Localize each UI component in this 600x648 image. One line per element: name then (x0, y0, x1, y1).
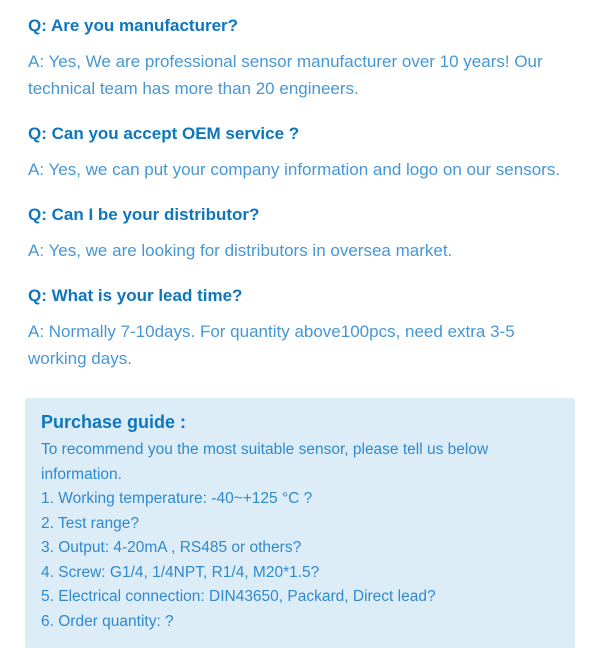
faq-item (28, 203, 572, 264)
faq-answer: A: Yes, we are looking for distributors in oversea market. (28, 241, 453, 260)
faq-question: Q: Can I be your distributor? (28, 205, 260, 224)
purchase-guide-item: 4. Screw: G1/4, 1/4NPT, R1/4, M20*1.5? (41, 563, 320, 581)
purchase-guide-title: Purchase guide : (41, 412, 187, 432)
faq-item (28, 14, 572, 102)
purchase-guide-panel (25, 398, 575, 648)
faq-section (0, 14, 600, 372)
faq-answer: A: Yes, we can put your company information and logo on our sensors. (28, 160, 561, 179)
purchase-guide-intro: To recommend you the most suitable sensor, please tell us below information. (41, 441, 489, 483)
faq-item (28, 122, 572, 183)
purchase-guide-item: 6. Order quantity: ? (41, 612, 174, 630)
purchase-guide-item: 2. Test range? (41, 514, 139, 532)
faq-item (28, 284, 572, 372)
purchase-guide-item: 3. Output: 4-20mA , RS485 or others? (41, 539, 302, 556)
faq-answer: A: Yes, We are professional sensor manufacturer over 10 years! Our technical team has more than 20 engineers. (28, 52, 543, 98)
faq-question: Q: Can you accept OEM service ? (28, 124, 300, 143)
purchase-guide-item: 1. Working temperature: -40~+125 °C ? (41, 490, 313, 507)
faq-answer: A: Normally 7-10days. For quantity above100pcs, need extra 3-5 working days. (28, 322, 515, 368)
purchase-guide-item: 5. Electrical connection: DIN43650, Packard, Direct lead? (41, 588, 436, 605)
faq-question: Q: What is your lead time? (28, 286, 243, 305)
faq-question: Q: Are you manufacturer? (28, 16, 239, 35)
